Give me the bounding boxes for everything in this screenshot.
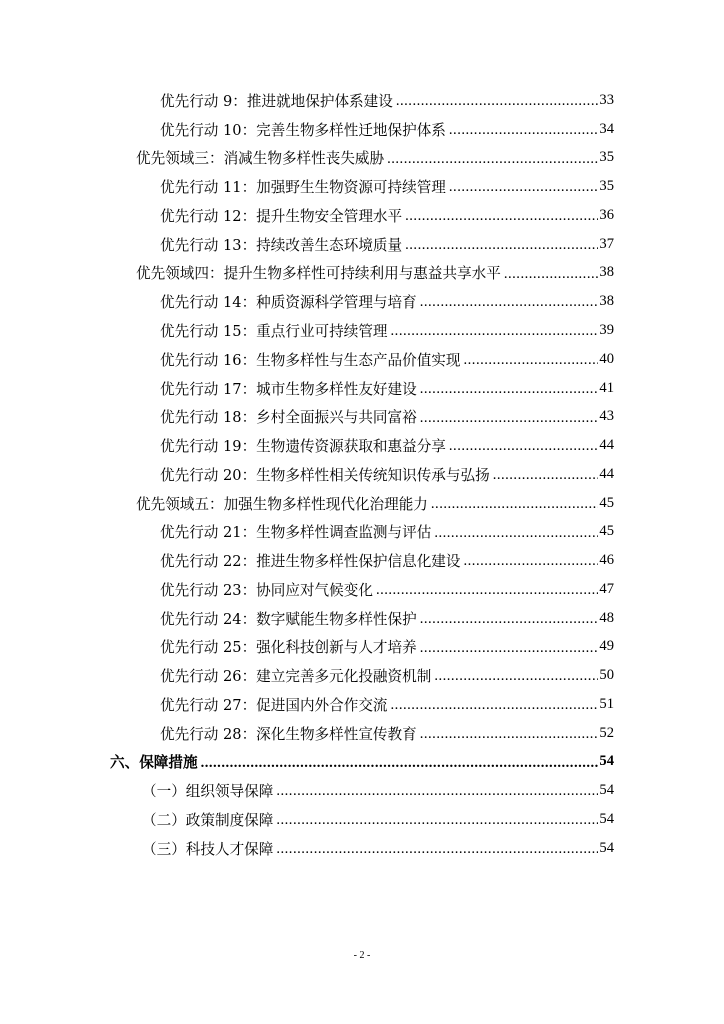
toc-entry-title: 优先领域四：提升生物多样性可持续利用与惠益共享水平 (136, 265, 501, 283)
toc-entry-page-number: 45 (599, 523, 614, 540)
dot-leader (434, 669, 598, 684)
toc-entry[interactable] (160, 604, 614, 633)
dot-leader (449, 439, 599, 454)
toc-entry-page-number: 37 (599, 235, 614, 252)
toc-entry-title: 优先行动 26：建立完善多元化投融资机制 (160, 668, 432, 686)
dot-leader (276, 813, 598, 828)
toc-entry[interactable] (110, 748, 614, 777)
dot-leader (464, 554, 599, 569)
toc-entry-page-number: 54 (599, 839, 614, 856)
toc-entry-page-number: 35 (599, 178, 614, 195)
toc-entry-title: 优先行动 14：种质资源科学管理与培育 (160, 294, 417, 312)
toc-entry-page-number: 54 (599, 811, 614, 828)
toc-entry-page-number: 35 (599, 149, 614, 166)
toc-entry[interactable] (160, 345, 614, 374)
toc-entry-title: （二）政策制度保障 (142, 812, 274, 830)
toc-entry[interactable] (160, 86, 614, 115)
toc-entry-page-number: 51 (599, 695, 614, 712)
toc-entry-title: 优先行动 10：完善生物多样性迁地保护体系 (160, 121, 446, 139)
toc-entry-title: 优先行动 27：促进国内外合作交流 (160, 696, 388, 714)
toc-entry[interactable] (160, 230, 614, 259)
toc-entry[interactable] (160, 661, 614, 690)
toc-entry-title: 优先行动 15：重点行业可持续管理 (160, 323, 388, 340)
toc-entry-title: 优先行动 17：城市生物多样性友好建设 (160, 380, 417, 398)
toc-entry-page-number: 38 (599, 293, 614, 310)
dot-leader (431, 497, 599, 512)
dot-leader (405, 238, 598, 253)
toc-entry-title: 六、保障措施 (110, 754, 198, 772)
dot-leader (201, 756, 599, 771)
dot-leader (420, 295, 599, 310)
dot-leader (449, 123, 599, 138)
dot-leader (376, 583, 598, 598)
toc-entry[interactable] (160, 546, 614, 575)
toc-entry[interactable] (136, 144, 614, 173)
toc-entry-page-number: 54 (599, 753, 614, 770)
toc-entry-page-number: 36 (599, 206, 614, 223)
toc-entry-title: 优先行动 21：生物多样性调查监测与评估 (160, 524, 432, 542)
toc-entry-page-number: 48 (599, 609, 614, 626)
toc-entry[interactable] (160, 575, 614, 604)
dot-leader (391, 324, 599, 339)
dot-leader (420, 382, 599, 397)
toc-entry-title: 优先行动 22：推进生物多样性保护信息化建设 (160, 553, 461, 571)
toc-entry[interactable] (160, 287, 614, 316)
toc-entry-title: 优先行动 23：协同应对气候变化 (160, 581, 373, 599)
toc-entry-title: 优先行动 25：强化科技创新与人才培养 (160, 639, 417, 657)
toc-entry-page-number: 44 (599, 465, 614, 482)
toc-entry-title: 优先行动 18：乡村全面振兴与共同富裕 (160, 409, 417, 427)
dot-leader (396, 94, 599, 109)
dot-leader (405, 209, 598, 224)
toc-entry-page-number: 39 (599, 322, 614, 338)
toc-entry-page-number: 40 (599, 350, 614, 367)
dot-leader (276, 842, 598, 857)
toc-entry[interactable] (160, 115, 614, 144)
toc-entry[interactable] (160, 201, 614, 230)
dot-leader (449, 180, 599, 195)
page-number: - 2 - (353, 950, 371, 961)
toc-entry-page-number: 46 (599, 552, 614, 569)
toc-entry-title: 优先行动 16：生物多样性与生态产品价值实现 (160, 351, 461, 369)
dot-leader (387, 152, 598, 167)
dot-leader (391, 698, 599, 713)
toc-entry-title: 优先行动 12：提升生物安全管理水平 (160, 207, 403, 225)
toc-entry-page-number: 41 (599, 379, 614, 396)
toc-entry-page-number: 44 (599, 437, 614, 454)
dot-leader (276, 784, 598, 799)
dot-leader (420, 727, 599, 742)
dot-leader (464, 353, 599, 368)
toc-entry-page-number: 38 (599, 264, 614, 281)
toc-entry-page-number: 50 (599, 667, 614, 684)
toc-entry-page-number: 45 (599, 494, 614, 511)
dot-leader (420, 641, 599, 656)
toc-entry-page-number: 34 (599, 120, 614, 137)
dot-leader (493, 468, 599, 483)
toc-entry-title: 优先领域三：消减生物多样性丧失威胁 (136, 150, 385, 168)
toc-entry-page-number: 49 (599, 638, 614, 655)
toc-entry[interactable] (136, 259, 614, 288)
toc-entry[interactable] (160, 719, 614, 748)
toc-entry-title: （一）组织领导保障 (142, 783, 274, 801)
toc-entry[interactable] (142, 776, 614, 805)
toc-entry[interactable] (160, 633, 614, 662)
toc-entry-title: （三）科技人才保障 (142, 840, 274, 858)
dot-leader (504, 267, 599, 282)
toc-entry-title: 优先行动 9：推进就地保护体系建设 (160, 92, 393, 110)
dot-leader (434, 526, 598, 541)
dot-leader (420, 612, 599, 627)
toc-entry-page-number: 47 (599, 580, 614, 597)
toc-entry[interactable] (160, 517, 614, 546)
toc-entry-title: 优先行动 11：加强野生生物资源可持续管理 (160, 179, 446, 197)
toc-entry-title: 优先行动 20：生物多样性相关传统知识传承与弘扬 (160, 466, 490, 484)
toc-entry-title: 优先行动 28：深化生物多样性宣传教育 (160, 725, 417, 743)
toc-entry[interactable] (160, 316, 614, 345)
toc-entry-page-number: 43 (599, 408, 614, 425)
toc-entry-page-number: 54 (599, 782, 614, 799)
toc-entry[interactable] (142, 805, 614, 834)
toc-entry[interactable] (142, 834, 614, 863)
toc-entry[interactable] (160, 374, 614, 403)
toc-entry-page-number: 33 (599, 91, 614, 108)
toc-entry[interactable] (160, 431, 614, 460)
toc-entry-title: 优先领域五：加强生物多样性现代化治理能力 (136, 495, 428, 513)
table-of-contents (0, 86, 724, 863)
toc-entry[interactable] (160, 460, 614, 489)
toc-entry-title: 优先行动 13：持续改善生态环境质量 (160, 236, 403, 254)
toc-entry[interactable] (160, 172, 614, 201)
toc-entry[interactable] (160, 690, 614, 719)
toc-entry-title: 优先行动 24：数字赋能生物多样性保护 (160, 610, 417, 628)
toc-entry[interactable] (136, 489, 614, 518)
toc-entry-title: 优先行动 19：生物遗传资源获取和惠益分享 (160, 438, 446, 456)
toc-entry[interactable] (160, 402, 614, 431)
dot-leader (420, 411, 599, 426)
toc-entry-page-number: 52 (599, 724, 614, 741)
